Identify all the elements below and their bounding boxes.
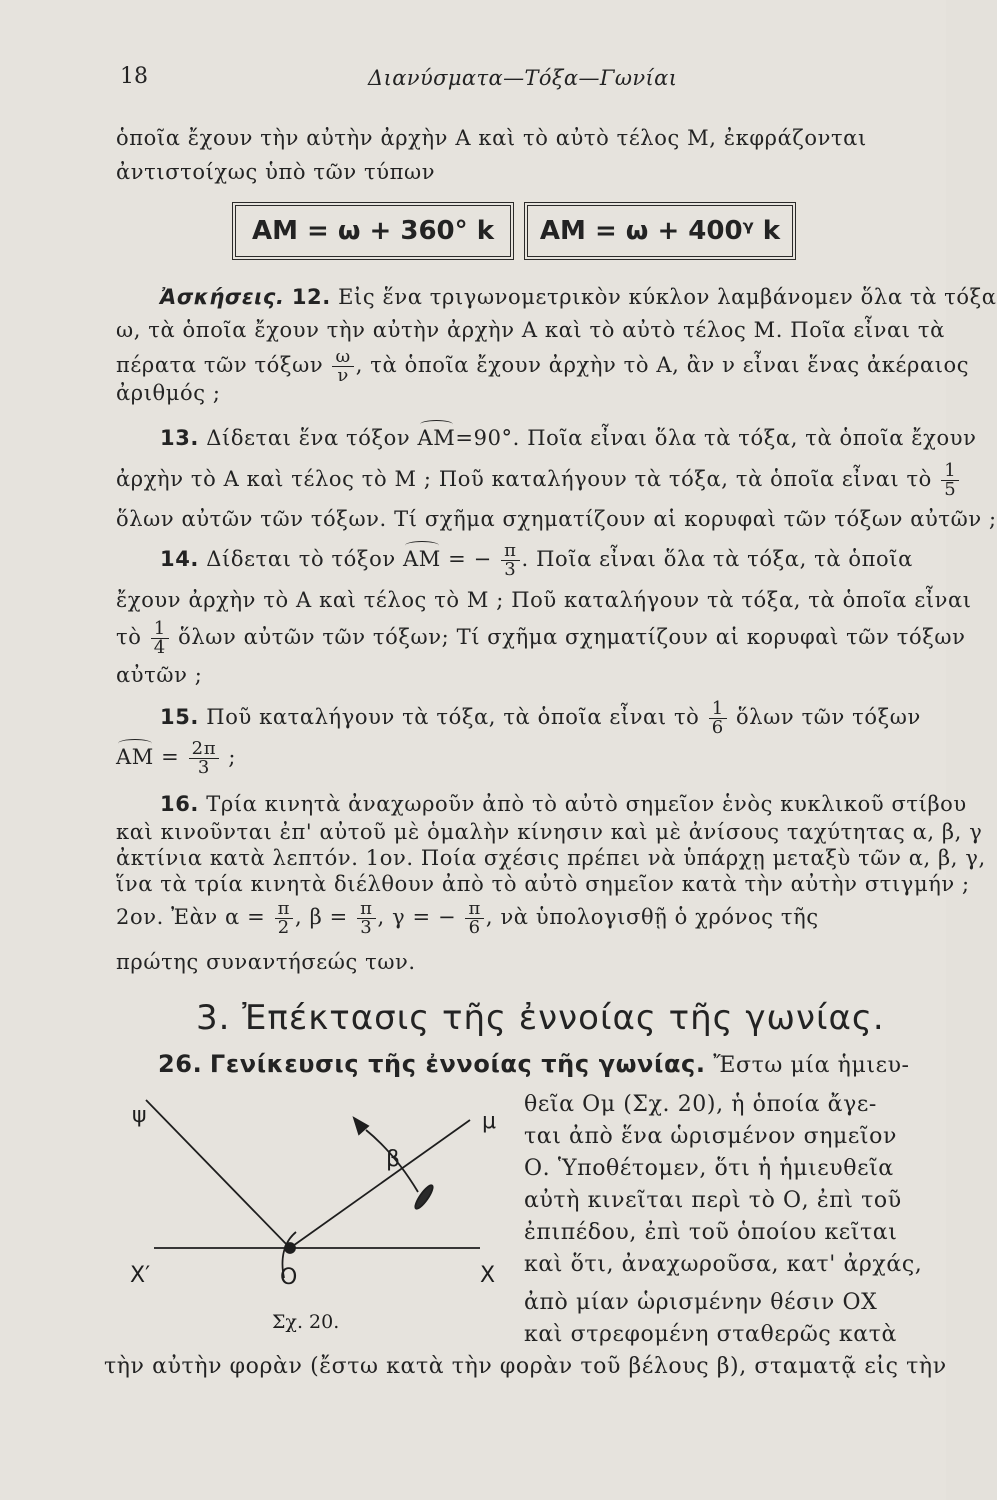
equals-sign: = (161, 745, 180, 769)
exercise-12-text-a: πέρατα τῶν τόξων (116, 353, 324, 377)
exercise-14-number: 14. (160, 547, 200, 571)
arrowhead-icon (354, 1118, 368, 1134)
fraction-numerator: π (275, 900, 293, 919)
para-26-line-5: αὐτὴ κινεῖται περὶ τὸ Ο, ἐπὶ τοῦ (524, 1188, 902, 1213)
label-x-prime: X′ (130, 1263, 151, 1288)
figure-20 (118, 1092, 518, 1352)
fraction-numerator: 2π (189, 740, 219, 759)
fraction-denominator: ν (337, 365, 349, 386)
section-title: 3. Ἐπέκτασις τῆς ἐννοίας τῆς γωνίας. (196, 998, 885, 1038)
fraction-denominator: 3 (197, 757, 210, 778)
fraction-denominator: 3 (360, 917, 373, 938)
formula-box-grads (524, 202, 796, 260)
para-26-line-3: ται ἀπὸ ἕνα ὡρισμένον σημεῖον (524, 1124, 897, 1149)
exercise-14-line-2: ἔχουν ἀρχὴν τὸ Α καὶ τέλος τὸ Μ ; Ποῦ καταλήγουν τὰ τόξα, τὰ ὁποῖα εἶναι (116, 588, 972, 612)
ray-mu (290, 1120, 470, 1248)
exercise-16-text-e: , νὰ ὑπολογισθῇ ὁ χρόνος τῆς (485, 905, 819, 929)
exercise-12-line-4: ἀριθμός ; (116, 381, 221, 405)
para-26-line-2: θεῖα Ομ (Σχ. 20), ἡ ὁποία ἄγε- (524, 1092, 877, 1117)
fraction-numerator: π (501, 542, 519, 561)
exercise-14-text-a: Δίδεται τὸ τόξον (206, 547, 396, 571)
exercise-13-line-2 (116, 462, 961, 499)
fraction-one-fourth (151, 620, 169, 657)
fraction-numerator: 1 (941, 462, 959, 481)
fraction-numerator: ω (332, 348, 353, 367)
fraction-one-fifth (941, 462, 959, 499)
fraction-numerator: π (465, 900, 483, 919)
fraction-denominator: 4 (153, 637, 166, 658)
origin-point (285, 1243, 295, 1253)
intro-line-1: ὁποῖα ἔχουν τὴν αὐτὴν ἀρχὴν Α καὶ τὸ αὐτὸ τέλος Μ, ἐκφράζονται (116, 126, 867, 150)
exercise-14-text-d: ὅλων αὐτῶν τῶν τόξων; Τί σχῆμα σχηματίζουν αἱ κορυφαὶ τῶν τόξων (178, 625, 966, 649)
para-26-heading: Γενίκευσις τῆς ἐννοίας τῆς γωνίας. (209, 1050, 706, 1078)
fraction-numerator: 1 (151, 620, 169, 639)
fraction-numerator: π (357, 900, 375, 919)
para-26-line-7: καὶ ὅτι, ἀναχωροῦσα, κατ' ἀρχάς, (524, 1252, 923, 1277)
exercise-16-line-1 (160, 792, 967, 816)
label-psi: ψ (132, 1103, 147, 1128)
exercise-15-text-a: Ποῦ καταλήγουν τὰ τόξα, τὰ ὁποῖα εἶναι τὸ (206, 705, 700, 729)
exercise-16-text-a: Τρία κινητὰ ἀναχωροῦν ἀπὸ τὸ αὐτὸ σημεῖον ἑνὸς κυκλικοῦ στίβου (206, 792, 967, 816)
label-mu: μ (482, 1109, 496, 1134)
formula-box-degrees (232, 202, 514, 260)
fraction-one-sixth (709, 700, 727, 737)
equals-minus: = − (448, 547, 492, 571)
label-o: O (280, 1265, 298, 1290)
para-26-text-1: Ἔστω μία ἡμιευ- (713, 1053, 910, 1078)
fraction-denominator: 2 (277, 917, 290, 938)
para-26-line-9: καὶ στρεφομένη σταθερῶς κατὰ (524, 1322, 897, 1347)
formula-degrees: AM = ω + 360° k (252, 216, 494, 246)
figure-caption: Σχ. 20. (272, 1311, 340, 1333)
fraction-denominator: 3 (504, 559, 517, 580)
exercise-13-line-3: ὅλων αὐτῶν τῶν τόξων. Τί σχῆμα σχηματίζουν αἱ κορυφαὶ τῶν τόξων αὐτῶν ; (116, 507, 997, 531)
para-26-line-1 (158, 1050, 910, 1078)
arc-am: AM (402, 547, 441, 571)
para-26-number: 26. (158, 1050, 203, 1078)
fraction-denominator: 6 (468, 917, 481, 938)
exercise-13-number: 13. (160, 426, 200, 450)
arc-am: AM (116, 745, 154, 769)
para-26-line-10: τὴν αὐτὴν φορὰν (ἔστω κατὰ τὴν φορὰν τοῦ βέλους β), σταματᾷ εἰς τὴν (104, 1354, 947, 1379)
exercise-15-line-1 (160, 700, 921, 737)
fraction-denominator: 6 (711, 717, 724, 738)
exercise-13-text-c: ἀρχὴν τὸ Α καὶ τέλος τὸ Μ ; Ποῦ καταλήγουν τὰ τόξα, τὰ ὁποῖα εἶναι τὸ (116, 467, 932, 491)
exercise-16-line-5 (116, 900, 819, 937)
fraction-omega-over-nu (332, 348, 353, 385)
fraction-pi-over-6 (465, 900, 483, 937)
exercise-14-line-4: αὐτῶν ; (116, 663, 203, 687)
exercise-14-line-3 (116, 620, 965, 657)
exercise-16-line-4: ἵνα τὰ τρία κινητὰ διέλθουν ἀπὸ τὸ αὐτὸ σημεῖον κατὰ τὴν αὐτὴν στιγμήν ; (116, 872, 970, 896)
label-x: X (480, 1263, 496, 1288)
exercise-16-number: 16. (160, 792, 200, 816)
formula-grads: AM = ω + 400ᵞ k (539, 216, 781, 246)
question-mark: ; (228, 745, 237, 769)
exercise-14-text-b: . Ποῖα εἶναι ὅλα τὰ τόξα, τὰ ὁποῖα (521, 547, 913, 571)
exercise-14-text-c: τὸ (116, 625, 142, 649)
fraction-numerator: 1 (709, 700, 727, 719)
page-number: 18 (120, 64, 148, 89)
arc-am: AM (417, 426, 456, 450)
exercise-15-line-2 (116, 740, 236, 777)
exercise-14-line-1 (160, 542, 913, 579)
exercise-13-text-b: =90°. Ποῖα εἶναι ὅλα τὰ τόξα, τὰ ὁποῖα ἔχουν (455, 426, 977, 450)
intro-line-2: ἀντιστοίχως ὑπὸ τῶν τύπων (116, 160, 436, 184)
exercise-15-number: 15. (160, 705, 200, 729)
fraction-pi-over-3 (501, 542, 519, 579)
exercise-16-line-2: καὶ κινοῦνται ἐπ' αὐτοῦ μὲ ὁμαλὴν κίνησιν καὶ μὲ ἀνίσους ταχύτητας α, β, γ (116, 820, 983, 844)
para-26-line-4: Ο. Ὑποθέτομεν, ὅτι ἡ ἡμιευθεῖα (524, 1156, 894, 1181)
para-26-line-6: ἐπιπέδου, ἐπὶ τοῦ ὁποίου κεῖται (524, 1220, 898, 1245)
exercise-12-text-b: , τὰ ὁποῖα ἔχουν ἀρχὴν τὸ Α, ἂν ν εἶναι ἕνας ἀκέραιος (355, 353, 970, 377)
exercises-heading: Ἀσκήσεις. (160, 285, 285, 309)
exercise-16-text-c: , β = (295, 905, 348, 929)
ray-psi (146, 1100, 290, 1248)
exercise-12-line-3 (116, 348, 969, 385)
exercise-16-text-d: , γ = − (377, 905, 457, 929)
exercise-12-line-1 (160, 285, 997, 309)
fraction-denominator: 5 (944, 479, 957, 500)
exercise-16-text-b: 2ον. Ἐὰν α = (116, 905, 266, 929)
exercise-12-line-2: ω, τὰ ὁποῖα ἔχουν τὴν αὐτὴν ἀρχὴν Α καὶ τὸ αὐτὸ τέλος Μ. Ποῖα εἶναι τὰ (116, 318, 945, 342)
fraction-two-pi-over-3 (189, 740, 219, 777)
fraction-pi-over-2 (275, 900, 293, 937)
exercise-16-line-6: πρώτης συναντήσεώς των. (116, 950, 416, 974)
exercise-13-text-a: Δίδεται ἕνα τόξον (206, 426, 411, 450)
para-26-line-8: ἀπὸ μίαν ὡρισμένην θέσιν ΟΧ (524, 1290, 878, 1315)
exercise-12-text: Εἰς ἕνα τριγωνομετρικὸν κύκλον λαμβάνομεν ὅλα τὰ τόξα (338, 285, 997, 309)
running-title: Διανύσματα—Τόξα—Γωνίαι (368, 66, 678, 90)
exercise-15-text-b: ὅλων τῶν τόξων (736, 705, 921, 729)
label-beta: β (386, 1147, 401, 1172)
fraction-pi-over-3 (357, 900, 375, 937)
exercise-12-number: 12. (291, 285, 331, 309)
exercise-16-line-3: ἀκτίνια κατὰ λεπτόν. 1ον. Ποία σχέσις πρέπει νὰ ὑπάρχῃ μεταξὺ τῶν α, β, γ, (116, 846, 986, 870)
exercise-13-line-1 (160, 426, 976, 450)
